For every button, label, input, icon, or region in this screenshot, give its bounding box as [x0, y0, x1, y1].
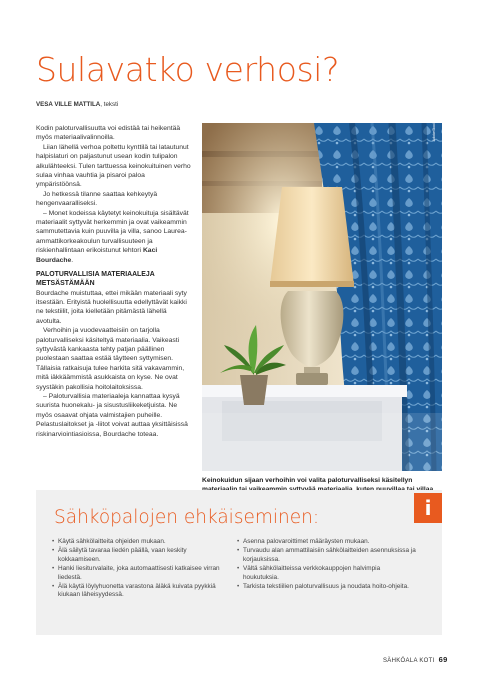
body-paragraph: – Paloturvallisia materiaaleja kannattaa kysyä suurista huonekalu- ja sisustusliikeketjuista. Ne myös osaavat ohjata valmistajien puheille. Pelastuslaitokset ja -liitot voivat auttaa yksittäisissä riskinarviointiasioissa, Bourdache toteaa.: [36, 392, 188, 438]
byline-role: , teksti: [100, 101, 119, 108]
body-paragraph: Jo hetkessä tilanne saattaa kehkeytyä hengenvaaralliseksi.: [36, 190, 158, 208]
tips-list-left: [52, 538, 224, 600]
tip-item: • Asenna palovaroittimet määräysten mukaan.: [237, 538, 417, 547]
tip-item: • Älä säilytä tavaraa liedén päällä, vaan keskity kokkaamiseen.: [52, 547, 224, 565]
article-body: [36, 124, 192, 439]
byline: [36, 101, 118, 108]
tip-item: • Älä käytä löylyhuonetta varastona äläkä kuivata pyykkiä kiukaan läheisyydessä.: [52, 583, 224, 601]
page-footer: [383, 655, 448, 664]
info-badge: [414, 493, 442, 523]
tip-item: • Hanki liesiturvalaite, joka automaattisesti katkaisee virran liedestä.: [52, 565, 224, 583]
photo-credit: AdobeStock: [432, 122, 436, 142]
tip-item: • Vältä sähkölaitteissa verkkokauppojen halvimpia houkutuksia.: [237, 565, 417, 583]
photo-illustration: [202, 123, 442, 471]
page-number: 69: [438, 655, 448, 664]
magazine-name: SÄHKÖALA KOTI: [383, 658, 435, 664]
body-paragraph-quote: – Monet kodeissa käytetyt keinokuituja sisältävät materiaalit syttyvät herkemmin ja ovat vaikeammin sammutettavia kuin puuvilla ja villa, sanoo Laurea-ammattikorkeakoulun turvallisuuteen ja riskienhallintaan erikoistunut lehtori Kaci Bourdache.: [36, 209, 189, 264]
tip-item: • Tarkista tekstiilien paloturvallisuus ja noudata hoito-ohjeita.: [237, 583, 417, 592]
tip-item: • Turvaudu alan ammattilaisiin sähkölaitteiden asennuksissa ja korjauksissa.: [237, 547, 417, 565]
lead-paragraph: Kodin paloturvallisuutta voi edistää tai heikentää myös materiaalivalinnoilla.: [36, 125, 181, 142]
section-subheading: PALOTURVALLISIA MATERIAALEJA METSÄSTÄMÄÄN: [36, 271, 155, 287]
info-box-title: Sähköpalojen ehkäiseminen:: [54, 507, 320, 528]
info-icon: i: [424, 496, 432, 520]
byline-author: VESA VILLE MATTILA: [36, 101, 101, 108]
tip-item: • Käytä sähkölaitteita ohjeiden mukaan.: [52, 538, 224, 547]
page-title: Sulavatko verhosi?: [36, 50, 340, 89]
photo-caption: Keinokuidun sijaan verhoihin voi valita paloturvalliseksi käsitellyn: [202, 477, 413, 484]
expert-name: Kaci Bourdache: [36, 247, 158, 264]
body-paragraph: Liian lähellä verhoa poltettu kynttilä tai latautunut halpislaturi on paljastunut usean kodin tulipalon alkulähteeksi. Tulen tarttuessa keinokuituinen verho sulaa vinhaa vauhtia ja pisaroi paloa ympäristöönsä.: [36, 143, 191, 189]
body-paragraph: Bourdache muistuttaa, ettei mikään materiaali syty itsestään. Erityistä huolellisuutta edellyttävät kaikki ne tekstiilit, joita kielletään pitämästä lähellä avotulta.: [36, 289, 187, 325]
tips-list-right: [237, 538, 417, 591]
lamp-curtain-photo: [202, 123, 442, 471]
quote-text: – Monet kodeissa käytetyt keinokuituja sisältävät materiaalit syttyvät herkemmin ja ovat vaikeammin sammutettavia kuin puuvilla ja villa, sanoo Laurea-ammattikorkeakoulun turvallisuuteen ja riskienhallintaan erikoistunut lehtori: [36, 209, 189, 255]
body-paragraph: Verhoihin ja vuodevaatteisiin on tarjolla paloturvalliseksi käsiteltyä materiaalia. Vaikeasti syttyvästä kankaasta tehty patjan päällinen puolestaan saattaa estää täytteen syttymisen. Tällaisia ratkaisuja tulee harkita sitä vakavammin, mitä iäkkäämmistä asukkaista on kyse. Ne ovat syystäkin pakollisia hoitolaitoksissa.: [36, 327, 185, 391]
